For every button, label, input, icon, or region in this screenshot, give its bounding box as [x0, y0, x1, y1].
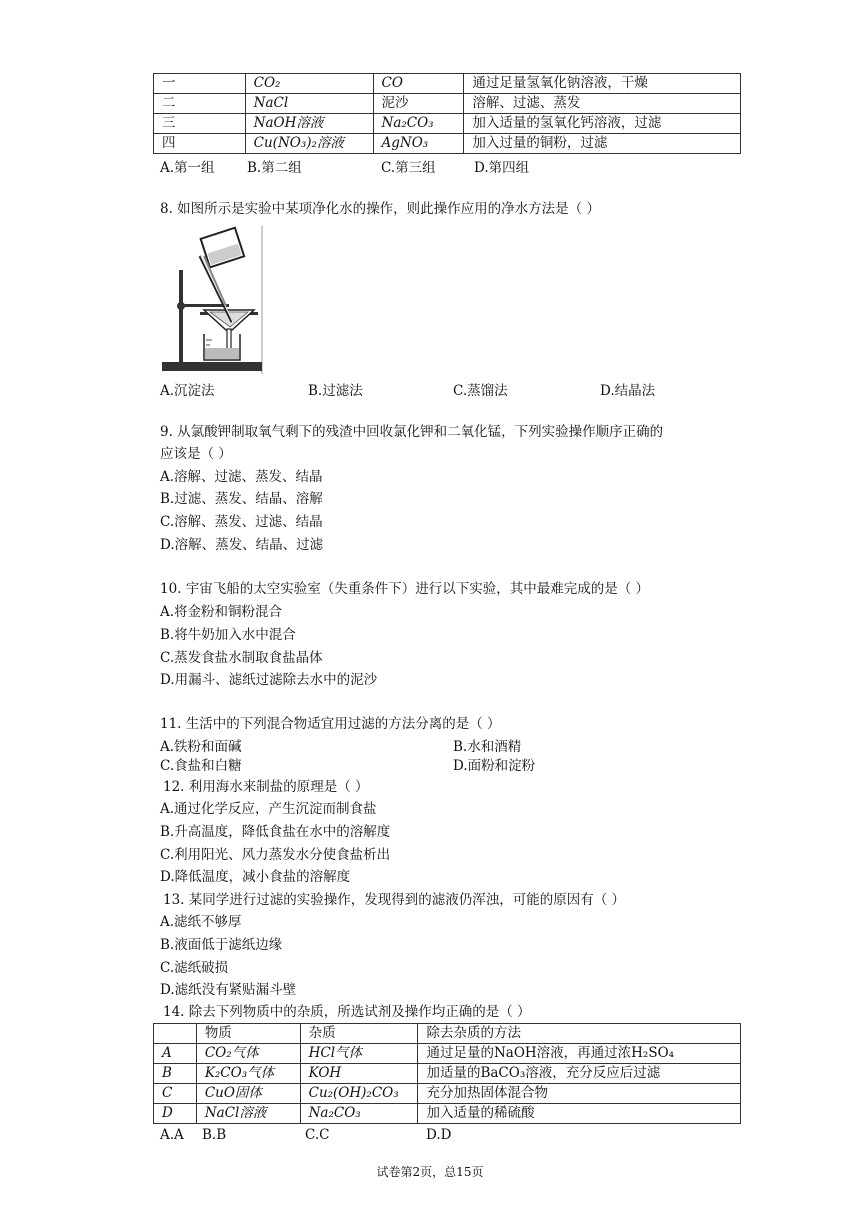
table-row [154, 1104, 741, 1124]
option-b[interactable]: B.第二组 [247, 160, 302, 176]
table-cell: 一 [154, 74, 246, 94]
option-b[interactable]: B.B [202, 1127, 227, 1143]
table-cell: 泥沙 [373, 94, 464, 114]
q12-stem: 12. 利用海水来制盐的原理是（ ） [163, 779, 369, 795]
table-cell: HCl气体 [300, 1044, 418, 1064]
table-header-cell: 除去杂质的方法 [418, 1024, 741, 1044]
option-d[interactable]: D.D [426, 1127, 452, 1143]
table-cell: 加适量的BaCO₃溶液，充分反应后过滤 [418, 1064, 741, 1084]
table-cell: CuO固体 [196, 1084, 300, 1104]
table-cell: Cu(NO₃)₂溶液 [245, 134, 373, 154]
option-c[interactable]: C.蒸发食盐水制取食盐晶体 [160, 650, 323, 666]
table-q7 [153, 73, 741, 154]
table-cell: Cu₂(OH)₂CO₃ [300, 1084, 418, 1104]
q13-stem: 13. 某同学进行过滤的实验操作，发现得到的滤液仍浑浊，可能的原因有（ ） [163, 892, 626, 908]
table-cell: 通过足量氢氧化钠溶液，干燥 [464, 74, 741, 94]
table-cell: AgNO₃ [373, 134, 464, 154]
option-a[interactable]: A.溶解、过滤、蒸发、结晶 [160, 469, 323, 485]
table-row [154, 114, 741, 134]
table-cell: 加入适量的氢氧化钙溶液，过滤 [464, 114, 741, 134]
option-d[interactable]: D.滤纸没有紧贴漏斗壁 [160, 982, 297, 998]
table-cell: KOH [300, 1064, 418, 1084]
option-d[interactable]: D.用漏斗、滤纸过滤除去水中的泥沙 [160, 672, 378, 688]
option-b[interactable]: B.将牛奶加入水中混合 [160, 627, 296, 643]
table-cell: K₂CO₃气体 [196, 1064, 300, 1084]
q9-stem-line1: 9. 从氯酸钾制取氧气剩下的残渣中回收氯化钾和二氧化锰，下列实验操作顺序正确的 [160, 424, 664, 440]
option-c[interactable]: C.第三组 [381, 160, 436, 176]
option-a[interactable]: A.铁粉和面碱 [160, 739, 242, 755]
table-row [154, 1064, 741, 1084]
option-b[interactable]: B.液面低于滤纸边缘 [160, 937, 283, 953]
q9-stem-line2: 应该是（ ） [160, 446, 232, 462]
option-d[interactable]: D.面粉和淀粉 [453, 758, 536, 774]
option-a[interactable]: A.第一组 [160, 160, 215, 176]
option-b[interactable]: B.过滤、蒸发、结晶、溶解 [160, 491, 323, 507]
table-header-cell: 杂质 [300, 1024, 418, 1044]
table-row [154, 134, 741, 154]
table-row [154, 1044, 741, 1064]
table-cell: D [154, 1104, 197, 1124]
table-cell: 加入适量的稀硫酸 [418, 1104, 741, 1124]
table-header-cell [154, 1024, 197, 1044]
table-cell: NaCl溶液 [196, 1104, 300, 1124]
table-cell: 充分加热固体混合物 [418, 1084, 741, 1104]
table-cell: CO₂ [245, 74, 373, 94]
option-d[interactable]: D.溶解、蒸发、结晶、过滤 [160, 537, 324, 553]
q11-stem: 11. 生活中的下列混合物适宜用过滤的方法分离的是（ ） [160, 716, 501, 732]
table-cell: C [154, 1084, 197, 1104]
table-cell: A [154, 1044, 197, 1064]
option-c[interactable]: C.滤纸破损 [160, 960, 229, 976]
table-row [154, 1084, 741, 1104]
table-cell: 加入过量的铜粉，过滤 [464, 134, 741, 154]
table-cell: Na₂CO₃ [373, 114, 464, 134]
option-c[interactable]: C.蒸馏法 [453, 383, 508, 399]
table-cell: CO [373, 74, 464, 94]
option-c[interactable]: C.利用阳光、风力蒸发水分使食盐析出 [160, 847, 391, 863]
table-cell: CO₂气体 [196, 1044, 300, 1064]
page-footer: 试卷第2页，总15页 [376, 1165, 484, 1179]
table-header-cell: 物质 [196, 1024, 300, 1044]
option-a[interactable]: A.通过化学反应，产生沉淀而制食盐 [160, 801, 377, 817]
table-row [154, 94, 741, 114]
filtration-apparatus-image [160, 226, 266, 374]
option-c[interactable]: C.C [305, 1127, 330, 1143]
table-cell: Na₂CO₃ [300, 1104, 418, 1124]
option-d[interactable]: D.结晶法 [600, 383, 656, 399]
option-b[interactable]: B.过滤法 [308, 383, 363, 399]
table-cell: NaOH溶液 [245, 114, 373, 134]
table-q14 [153, 1023, 741, 1124]
q10-stem: 10. 宇宙飞船的太空实验室（失重条件下）进行以下实验，其中最难完成的是（ ） [160, 581, 650, 597]
option-b[interactable]: B.升高温度，降低食盐在水中的溶解度 [160, 824, 391, 840]
option-a[interactable]: A.A [160, 1127, 184, 1143]
table-cell: B [154, 1064, 197, 1084]
option-d[interactable]: D.降低温度，减小食盐的溶解度 [160, 869, 351, 885]
option-a[interactable]: A.沉淀法 [160, 383, 215, 399]
table-cell: 三 [154, 114, 246, 134]
table-row [154, 74, 741, 94]
table-cell: 四 [154, 134, 246, 154]
option-c[interactable]: C.溶解、蒸发、过滤、结晶 [160, 514, 323, 530]
option-a[interactable]: A.将金粉和铜粉混合 [160, 604, 283, 620]
option-b[interactable]: B.水和酒精 [453, 739, 522, 755]
table-cell: NaCl [245, 94, 373, 114]
q8-stem: 8. 如图所示是实验中某项净化水的操作，则此操作应用的净水方法是（ ） [160, 201, 600, 217]
table-header-row [154, 1024, 741, 1044]
option-a[interactable]: A.滤纸不够厚 [160, 914, 242, 930]
table-cell: 二 [154, 94, 246, 114]
table-cell: 溶解、过滤、蒸发 [464, 94, 741, 114]
q14-stem: 14. 除去下列物质中的杂质，所选试剂及操作均正确的是（ ） [163, 1004, 531, 1020]
option-d[interactable]: D.第四组 [474, 160, 530, 176]
table-cell: 通过足量的NaOH溶液，再通过浓H₂SO₄ [418, 1044, 741, 1064]
option-c[interactable]: C.食盐和白糖 [160, 758, 242, 774]
